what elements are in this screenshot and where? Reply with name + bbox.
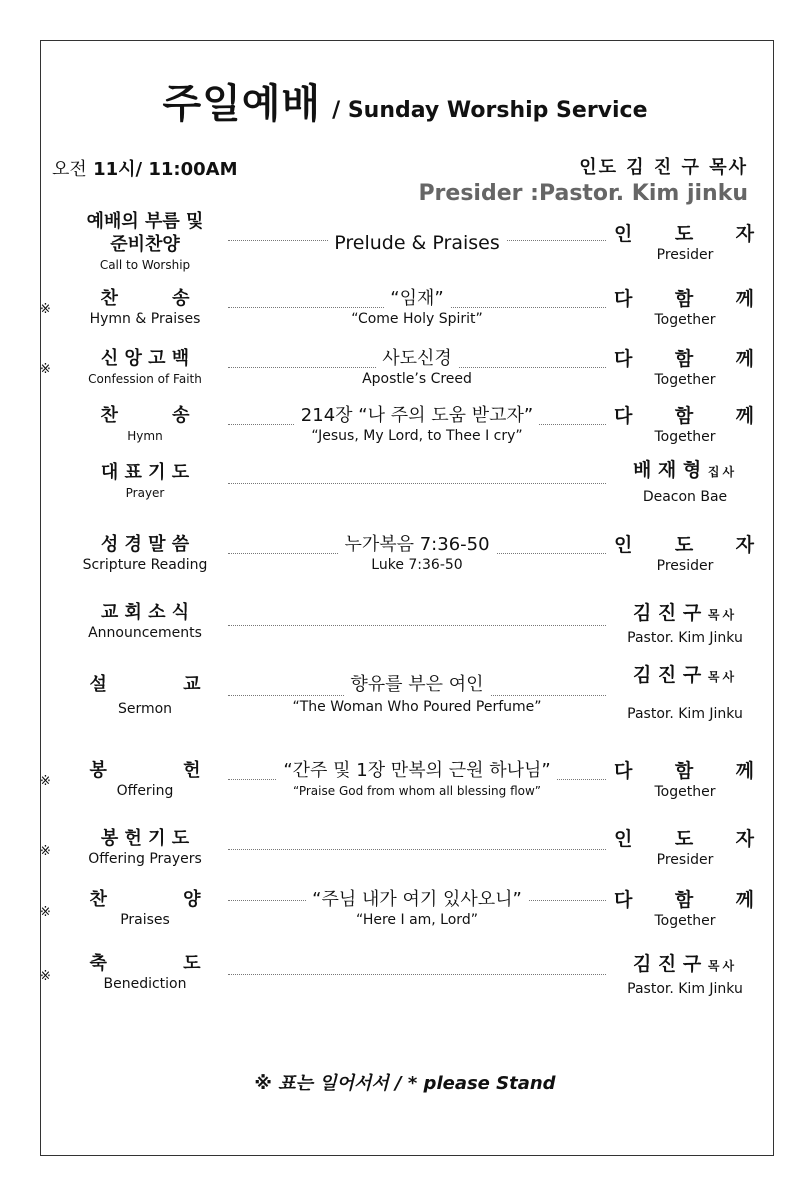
item-leader-english: Together bbox=[654, 913, 716, 929]
item-title: 찬 송 bbox=[100, 288, 190, 309]
item-leader-english: Together bbox=[654, 784, 716, 800]
item-title: 신 앙 고 백 bbox=[100, 348, 190, 369]
item-leader-title: 목사 bbox=[707, 608, 738, 622]
item-title: 봉 헌 기 도 bbox=[100, 828, 190, 849]
item-leader-english: Presider bbox=[656, 247, 714, 263]
item-leader: 인 도 자 bbox=[614, 828, 756, 850]
title-korean: 주일예배 bbox=[162, 81, 322, 127]
item-leader: 다 함 께 bbox=[614, 405, 756, 427]
item-detail: 214장 “나 주의 도움 받고자” bbox=[295, 404, 539, 427]
item-leader: 다 함 께 bbox=[614, 288, 756, 310]
item-detail-english: “Praise God from whom all blessing flow” bbox=[293, 784, 541, 798]
item-title: 교 회 소 식 bbox=[100, 602, 190, 623]
stand-mark: ※ bbox=[40, 362, 51, 377]
item-detail: Prelude & Praises bbox=[328, 232, 506, 255]
item-detail: 사도신경 bbox=[376, 347, 458, 370]
stand-note: ※ 표는 일어서서 / * please Stand bbox=[254, 1073, 556, 1094]
item-detail-english: “Jesus, My Lord, to Thee I cry” bbox=[311, 428, 523, 444]
item-title: 성 경 말 씀 bbox=[100, 534, 190, 555]
item-english: Hymn bbox=[127, 429, 163, 443]
item-title: 설 교 bbox=[89, 674, 201, 695]
item-title: 예배의 부름 및 bbox=[86, 211, 204, 232]
item-title: 찬 양 bbox=[89, 889, 201, 910]
item-leader: 인 도 자 bbox=[614, 223, 756, 245]
dotted-leader bbox=[228, 849, 606, 850]
item-english: Sermon bbox=[117, 701, 173, 717]
item-leader-english: Pastor. Kim Jinku bbox=[627, 630, 743, 646]
item-leader-title: 목사 bbox=[707, 670, 738, 684]
presider-english: Presider :Pastor. Kim jinku bbox=[418, 181, 748, 206]
stand-mark: ※ bbox=[40, 302, 51, 317]
dotted-leader bbox=[228, 483, 606, 484]
item-title: 봉 헌 bbox=[89, 760, 201, 781]
item-leader-english: Deacon Bae bbox=[642, 489, 728, 505]
item-english: Offering Prayers bbox=[88, 851, 202, 867]
item-leader: 김 진 구 bbox=[632, 602, 702, 624]
item-english: Benediction bbox=[103, 976, 187, 992]
page-title bbox=[0, 72, 810, 129]
item-leader-english: Together bbox=[654, 429, 716, 445]
item-leader: 인 도 자 bbox=[614, 534, 756, 556]
item-detail-english: “Come Holy Spirit” bbox=[351, 311, 483, 327]
service-time bbox=[52, 155, 237, 181]
stand-mark: ※ bbox=[40, 905, 51, 920]
item-english: Call to Worship bbox=[99, 258, 191, 272]
item-leader: 다 함 께 bbox=[614, 889, 756, 911]
item-english: Hymn & Praises bbox=[89, 311, 201, 327]
presider-korean: 인도 김 진 구 목사 bbox=[579, 157, 748, 178]
item-title: 대 표 기 도 bbox=[100, 462, 190, 483]
item-detail: “주님 내가 여기 있사오니” bbox=[306, 888, 528, 911]
item-leader: 다 함 께 bbox=[614, 348, 756, 370]
item-leader-english: Pastor. Kim Jinku bbox=[627, 981, 743, 997]
item-detail-english: Luke 7:36-50 bbox=[371, 557, 463, 573]
item-detail-english: Apostle’s Creed bbox=[362, 371, 472, 387]
item-leader-title: 목사 bbox=[707, 959, 738, 973]
item-leader: 김 진 구 bbox=[632, 953, 702, 975]
item-title: 찬 송 bbox=[100, 405, 190, 426]
item-title-line2: 준비찬양 bbox=[110, 234, 180, 255]
item-leader-english: Together bbox=[654, 372, 716, 388]
item-leader: 배 재 형 bbox=[632, 459, 702, 481]
item-title: 축 도 bbox=[89, 953, 201, 974]
item-detail: 누가복음 7:36-50 bbox=[338, 533, 495, 556]
item-detail: “간주 및 1장 만복의 근원 하나님” bbox=[277, 759, 556, 782]
time-prefix: 오전 bbox=[52, 159, 87, 180]
item-detail-english: “Here I am, Lord” bbox=[356, 912, 478, 928]
item-leader-english: Presider bbox=[656, 558, 714, 574]
item-english: Scripture Reading bbox=[82, 557, 208, 573]
item-english: Praises bbox=[120, 912, 170, 928]
stand-mark: ※ bbox=[40, 969, 51, 984]
item-leader-english: Pastor. Kim Jinku bbox=[627, 706, 743, 722]
item-detail: “임재” bbox=[384, 287, 449, 310]
stand-mark: ※ bbox=[40, 774, 51, 789]
item-leader: 김 진 구 bbox=[632, 664, 702, 686]
stand-mark: ※ bbox=[40, 844, 51, 859]
time-value: 11시/ 11:00AM bbox=[93, 159, 238, 180]
item-english: Prayer bbox=[125, 486, 165, 500]
item-detail-english: “The Woman Who Poured Perfume” bbox=[292, 699, 542, 715]
dotted-leader bbox=[228, 974, 606, 975]
item-leader-title: 집사 bbox=[707, 465, 738, 479]
item-english: Announcements bbox=[88, 625, 202, 641]
item-leader-english: Presider bbox=[656, 852, 714, 868]
dotted-leader bbox=[228, 625, 606, 626]
item-leader: 다 함 께 bbox=[614, 760, 756, 782]
item-detail: 향유를 부은 여인 bbox=[344, 673, 489, 696]
title-english: / Sunday Worship Service bbox=[332, 98, 648, 123]
item-english: Offering bbox=[116, 783, 174, 799]
item-english: Confession of Faith bbox=[88, 372, 202, 386]
item-leader-english: Together bbox=[654, 312, 716, 328]
